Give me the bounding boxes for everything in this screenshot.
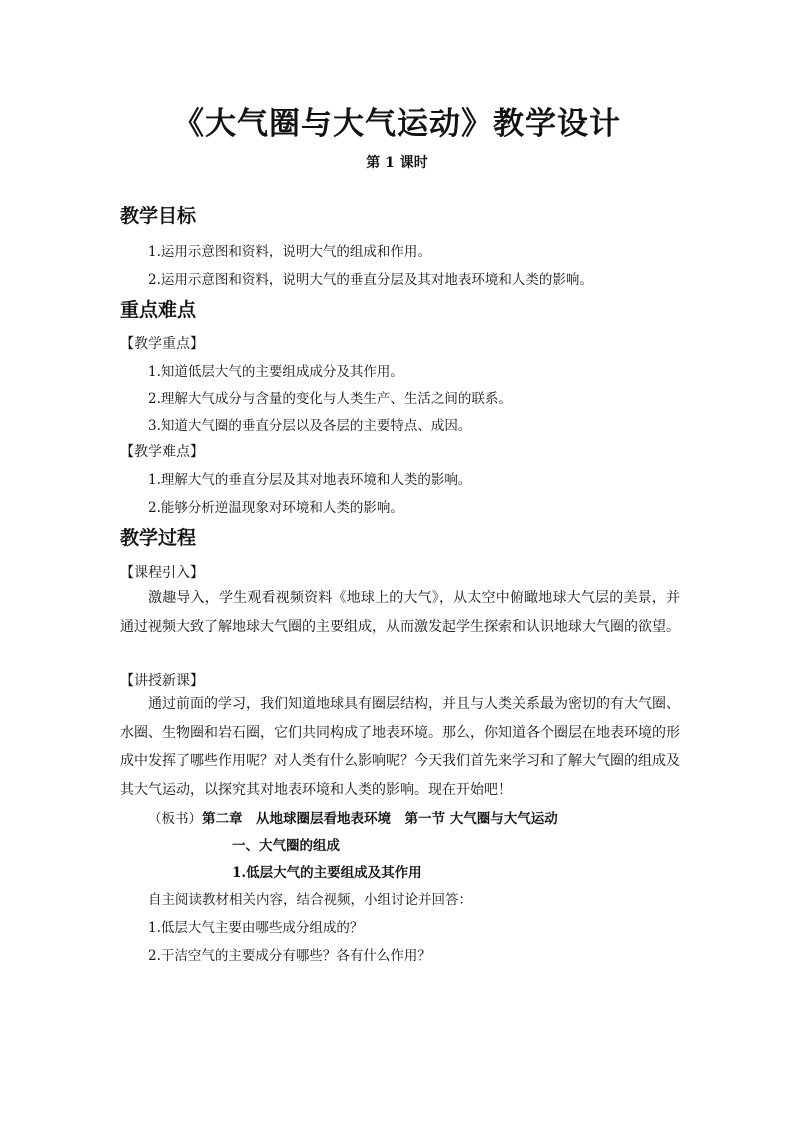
difficult-point-item: 2.能够分析逆温现象对环境和人类的影响。 <box>148 500 404 516</box>
task-instruction: 自主阅读教材相关内容，结合视频，小组讨论并回答： <box>148 892 472 908</box>
goal-item: 1.运用示意图和资料，说明大气的组成和作用。 <box>148 244 431 260</box>
new-lesson-paragraph: 通过前面的学习，我们知道地球具有圈层结构，并且与人类关系最为密切的有大气圈、水圈、生物圈和岩石圈，它们共同构成了地表环境。那么，你知道各个圈层在地表环境的形成中发挥了哪些作用呢？对人类有什么影响呢？今天我们首先来学习和了解大气圈的组成及其大气运动，以探究其对地表环境和人类的影响。现在开始吧！ <box>120 696 680 798</box>
key-point-item: 3.知道大气圈的垂直分层以及各层的主要特点、成因。 <box>148 418 472 434</box>
process-heading: 教学过程 <box>120 527 197 549</box>
subsection-heading: 1.低层大气的主要组成及其作用 <box>232 865 422 881</box>
difficult-points-label: 【教学难点】 <box>120 444 204 460</box>
lesson-subtitle: 第 1 课时 <box>366 155 428 171</box>
key-point-item: 1.知道低层大气的主要组成成分及其作用。 <box>148 364 404 380</box>
board-text: 第二章 从地球圈层看地表环境 第一节 大气圈与大气运动 <box>202 811 558 827</box>
new-lesson-label: 【讲授新课】 <box>120 673 204 689</box>
key-difficult-heading: 重点难点 <box>120 299 197 321</box>
key-points-label: 【教学重点】 <box>120 336 204 352</box>
document-title: 《大气圈与大气运动》教学设计 <box>173 106 621 142</box>
key-point-item: 2.理解大气成分与含量的变化与人类生产、生活之间的联系。 <box>148 391 512 407</box>
question-item: 2.干洁空气的主要成分有哪些？各有什么作用？ <box>148 948 431 964</box>
intro-label: 【课程引入】 <box>120 565 204 581</box>
intro-paragraph: 激趣导入，学生观看视频资料《地球上的大气》，从太空中俯瞰地球大气层的美景，并通过视频大致了解地球大气圈的主要组成，从而激发起学生探索和认识地球大气圈的欲望。 <box>120 590 680 635</box>
difficult-point-item: 1.理解大气的垂直分层及其对地表环境和人类的影响。 <box>148 472 472 488</box>
board-line <box>148 807 558 827</box>
section-heading: 一、大气圈的组成 <box>232 838 340 854</box>
board-prefix: （板书） <box>148 811 202 827</box>
question-item: 1.低层大气主要由哪些成分组成的？ <box>148 920 364 936</box>
goals-heading: 教学目标 <box>120 205 197 227</box>
goal-item: 2.运用示意图和资料，说明大气的垂直分层及其对地表环境和人类的影响。 <box>148 272 593 288</box>
